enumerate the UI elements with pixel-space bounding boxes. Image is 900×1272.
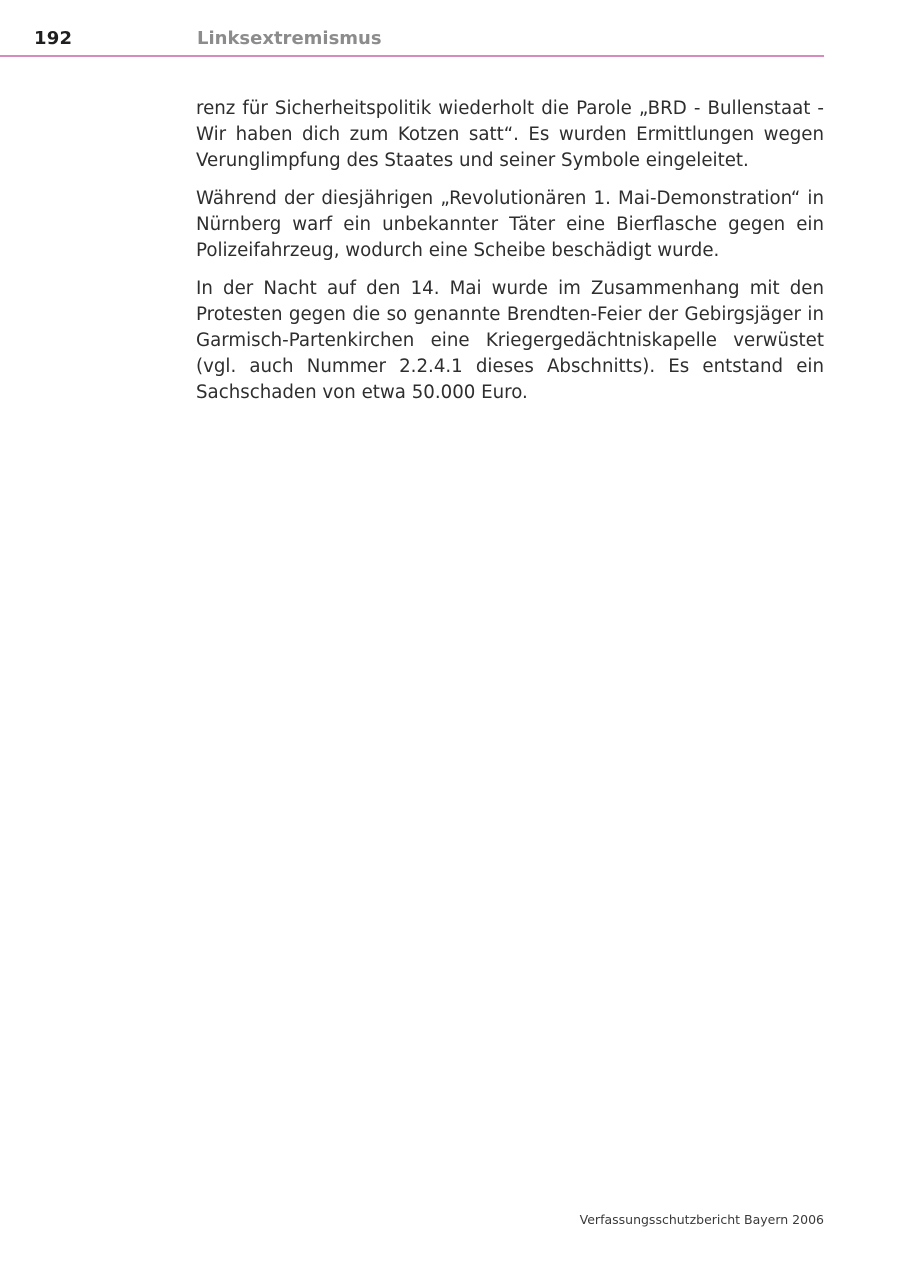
footer-publication: Verfassungsschutzbericht Bayern 2006: [579, 1212, 824, 1227]
paragraph-2: Während der diesjährigen „Revolutionären 1. Mai-Demonstration“ in Nürnberg warf ein unbekannter Täter eine Bierflasche gegen ein Polizeifahrzeug, wodurch eine Scheibe beschädigt wurde.: [196, 188, 824, 261]
running-title: Linksextremismus: [197, 28, 382, 49]
paragraph-1: renz für Sicherheitspolitik wiederholt die Parole „BRD - Bullenstaat - Wir haben dich zum Kotzen satt“. Es wurden Ermittlungen wegen Verunglimpfung des Staates und seiner Symbole eingeleitet.: [196, 98, 824, 171]
paragraph-3: In der Nacht auf den 14. Mai wurde im Zusammenhang mit den Protesten gegen die so genannte Brendten-Feier der Gebirgsjäger in Garmisch-Partenkirchen eine Kriegergedächtniskapelle verwüstet (vgl. auch Nummer 2.2.4.1 dieses Abschnitts). Es entstand ein Sachschaden von etwa 50.000 Euro.: [196, 278, 824, 403]
header-divider: [0, 55, 824, 57]
body-text: [196, 96, 824, 418]
page-number: 192: [34, 28, 73, 49]
